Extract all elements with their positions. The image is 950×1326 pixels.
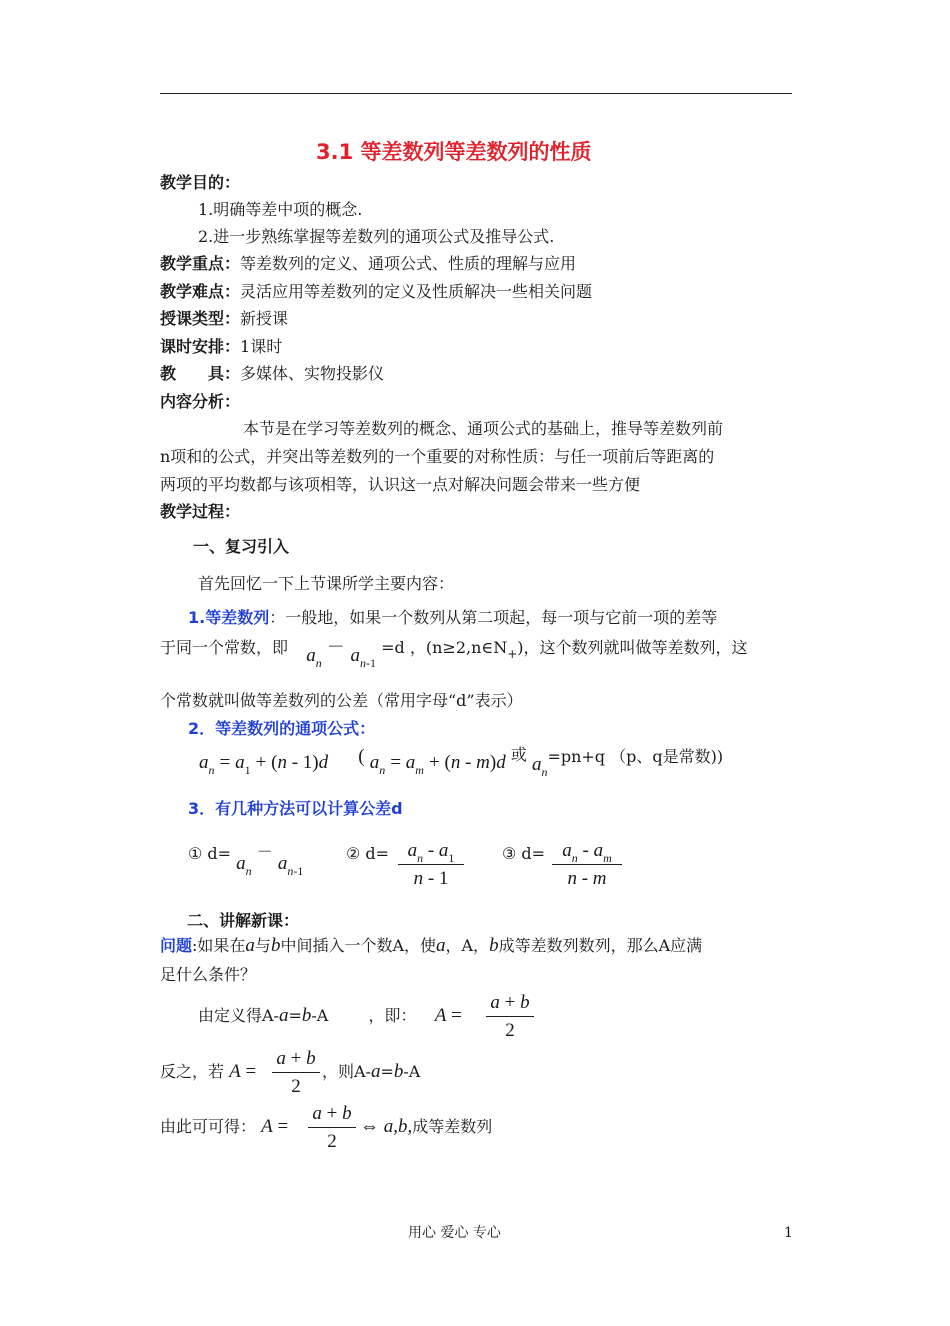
tools-text: 多媒体、实物投影仪 xyxy=(240,364,385,383)
midterm-fraction: $\frac{a + b}{2}$ xyxy=(486,992,534,1042)
footer-motto: 用心 爱心 专心 xyxy=(408,1225,501,1241)
analysis-line: n项和的公式，并突出等差数列的一个重要的对称性质：与任一项前后等距离的 xyxy=(160,447,715,466)
question-text: 与 xyxy=(254,936,271,955)
converse-tail: ，则A-a=b-A xyxy=(322,1061,421,1082)
lesson-type-row xyxy=(160,308,288,330)
method-1-label: ① d= xyxy=(188,844,232,863)
key-points-row xyxy=(160,253,576,275)
conclusion-line: 由此可可得： A = xyxy=(160,1116,289,1137)
converse-text: = xyxy=(380,1062,394,1081)
math-a-n-1: $a_{n-1}$ xyxy=(350,645,377,670)
method-2-label: ② d= xyxy=(346,844,390,863)
method-3-label: ③ d= xyxy=(502,844,546,863)
key-points-text: 等差数列的定义、通项公式、性质的理解与应用 xyxy=(240,254,577,273)
question-text: 中间插入一个数A，使 xyxy=(280,936,436,955)
question-text: 成等差数列数列，那么A应满 xyxy=(498,936,703,955)
tools-row xyxy=(160,363,384,385)
difficulties-row xyxy=(160,281,592,303)
header-rule xyxy=(160,93,792,94)
page-title: 3.1 等差数列等差数列的性质 xyxy=(316,140,592,164)
lesson-type-label: 授课类型： xyxy=(160,309,241,328)
math-a-n: $a_n$ xyxy=(306,645,322,670)
section2-heading: 二、讲解新课： xyxy=(187,911,300,930)
definition-label: 1.等差数列 xyxy=(188,608,270,627)
converse-text: ，则A- xyxy=(322,1062,371,1081)
formula-tail: =pn+q （p、q是常数)) xyxy=(547,747,724,766)
page-number: 1 xyxy=(784,1225,793,1241)
difficulties-label: 教学难点： xyxy=(160,282,241,301)
derivation-text: ，即： xyxy=(368,1006,417,1025)
analysis-line: 两项的平均数都与该项相等，认识这一点对解决问题会带来一些方便 xyxy=(160,475,641,494)
converse-line: 反之，若 A = xyxy=(160,1061,257,1082)
definition-line2: 于同一个常数，即 $a_n - a_{n-1} =d$ ，$(n\ge 2,n\in N_+)$，这个数列就叫做等差数列，这 xyxy=(160,637,748,670)
objective-item: 2.进一步熟练掌握等差数列的通项公式及推导公式. xyxy=(198,227,555,246)
converse-fraction: $\frac{a + b}{2}$ xyxy=(272,1048,320,1098)
definition-text: ：一般地，如果一个数列从第二项起，每一项与它前一项的差等 xyxy=(269,608,718,627)
tools-label: 教 具： xyxy=(160,364,241,383)
question-text: :如果在 xyxy=(192,936,246,955)
schedule-text: 1课时 xyxy=(240,337,283,356)
section1-intro: 首先回忆一下上节课所学主要内容： xyxy=(198,574,455,593)
conclusion-text: 成等差数列 xyxy=(412,1117,493,1136)
derivation-text: -A xyxy=(311,1006,329,1025)
schedule-label: 课时安排： xyxy=(160,337,241,356)
derivation-line: 由定义得A-a=b-A ，即： A = xyxy=(198,1005,462,1026)
method-1: ① $d= a_n - a_{n-1}$ xyxy=(188,842,304,878)
definition-text: =d ，(n≥2,n∈N xyxy=(381,638,508,657)
general-formula: $a_n = a_1 + (n - 1)d$ ( $a_n = a_m + (n - m)d$ 或 $a_n=pn+q$ （p、q是常数)) xyxy=(199,745,724,779)
schedule-row xyxy=(160,336,282,358)
analysis-label: 内容分析： xyxy=(160,392,241,411)
objective-item: 1.明确等差中项的概念. xyxy=(198,200,363,219)
conclusion-tail: ⇔ a,b,成等差数列 xyxy=(360,1116,493,1137)
converse-text: 反之，若 xyxy=(160,1062,225,1081)
formula-or: 或 xyxy=(510,745,527,764)
lesson-type-text: 新授课 xyxy=(240,309,289,328)
objectives-label: 教学目的： xyxy=(160,173,241,192)
methods-label: 3．有几种方法可以计算公差d xyxy=(188,799,403,818)
converse-text: -A xyxy=(403,1062,421,1081)
definition-line1 xyxy=(188,607,717,629)
process-label: 教学过程： xyxy=(160,502,241,521)
question-line2: 足什么条件？ xyxy=(160,965,257,984)
question-label: 问题 xyxy=(160,936,193,955)
derivation-text: = xyxy=(288,1006,302,1025)
section1-heading: 一、复习引入 xyxy=(193,537,290,556)
definition-text: 于同一个常数，即 xyxy=(160,638,289,657)
conclusion-fraction: $\frac{a + b}{2}$ xyxy=(308,1103,356,1153)
question-line1: 问题:如果在a与b中间插入一个数A，使a，A，b成等差数列数列，那么A应满 xyxy=(160,935,703,956)
conclusion-text: 由此可可得： xyxy=(160,1117,257,1136)
definition-line3: 个常数就叫做等差数列的公差（常用字母“d”表示） xyxy=(160,691,523,710)
key-points-label: 教学重点： xyxy=(160,254,241,273)
method-3-fraction: $\frac{a_n - a_m}{n - m}$ xyxy=(552,840,622,890)
question-text: ，A， xyxy=(445,936,490,955)
derivation-text: 由定义得A- xyxy=(198,1006,279,1025)
formula-label: 2．等差数列的通项公式： xyxy=(188,719,376,738)
analysis-line: 本节是在学习等差数列的概念、通项公式的基础上，推导等差数列前 xyxy=(243,419,724,438)
definition-text: )，这个数列就叫做等差数列，这 xyxy=(517,638,748,657)
difficulties-text: 灵活应用等差数列的定义及性质解决一些相关问题 xyxy=(240,282,593,301)
method-2-fraction: $\frac{a_n - a_1}{n - 1}$ xyxy=(398,840,464,890)
plus-subscript: + xyxy=(507,647,518,661)
